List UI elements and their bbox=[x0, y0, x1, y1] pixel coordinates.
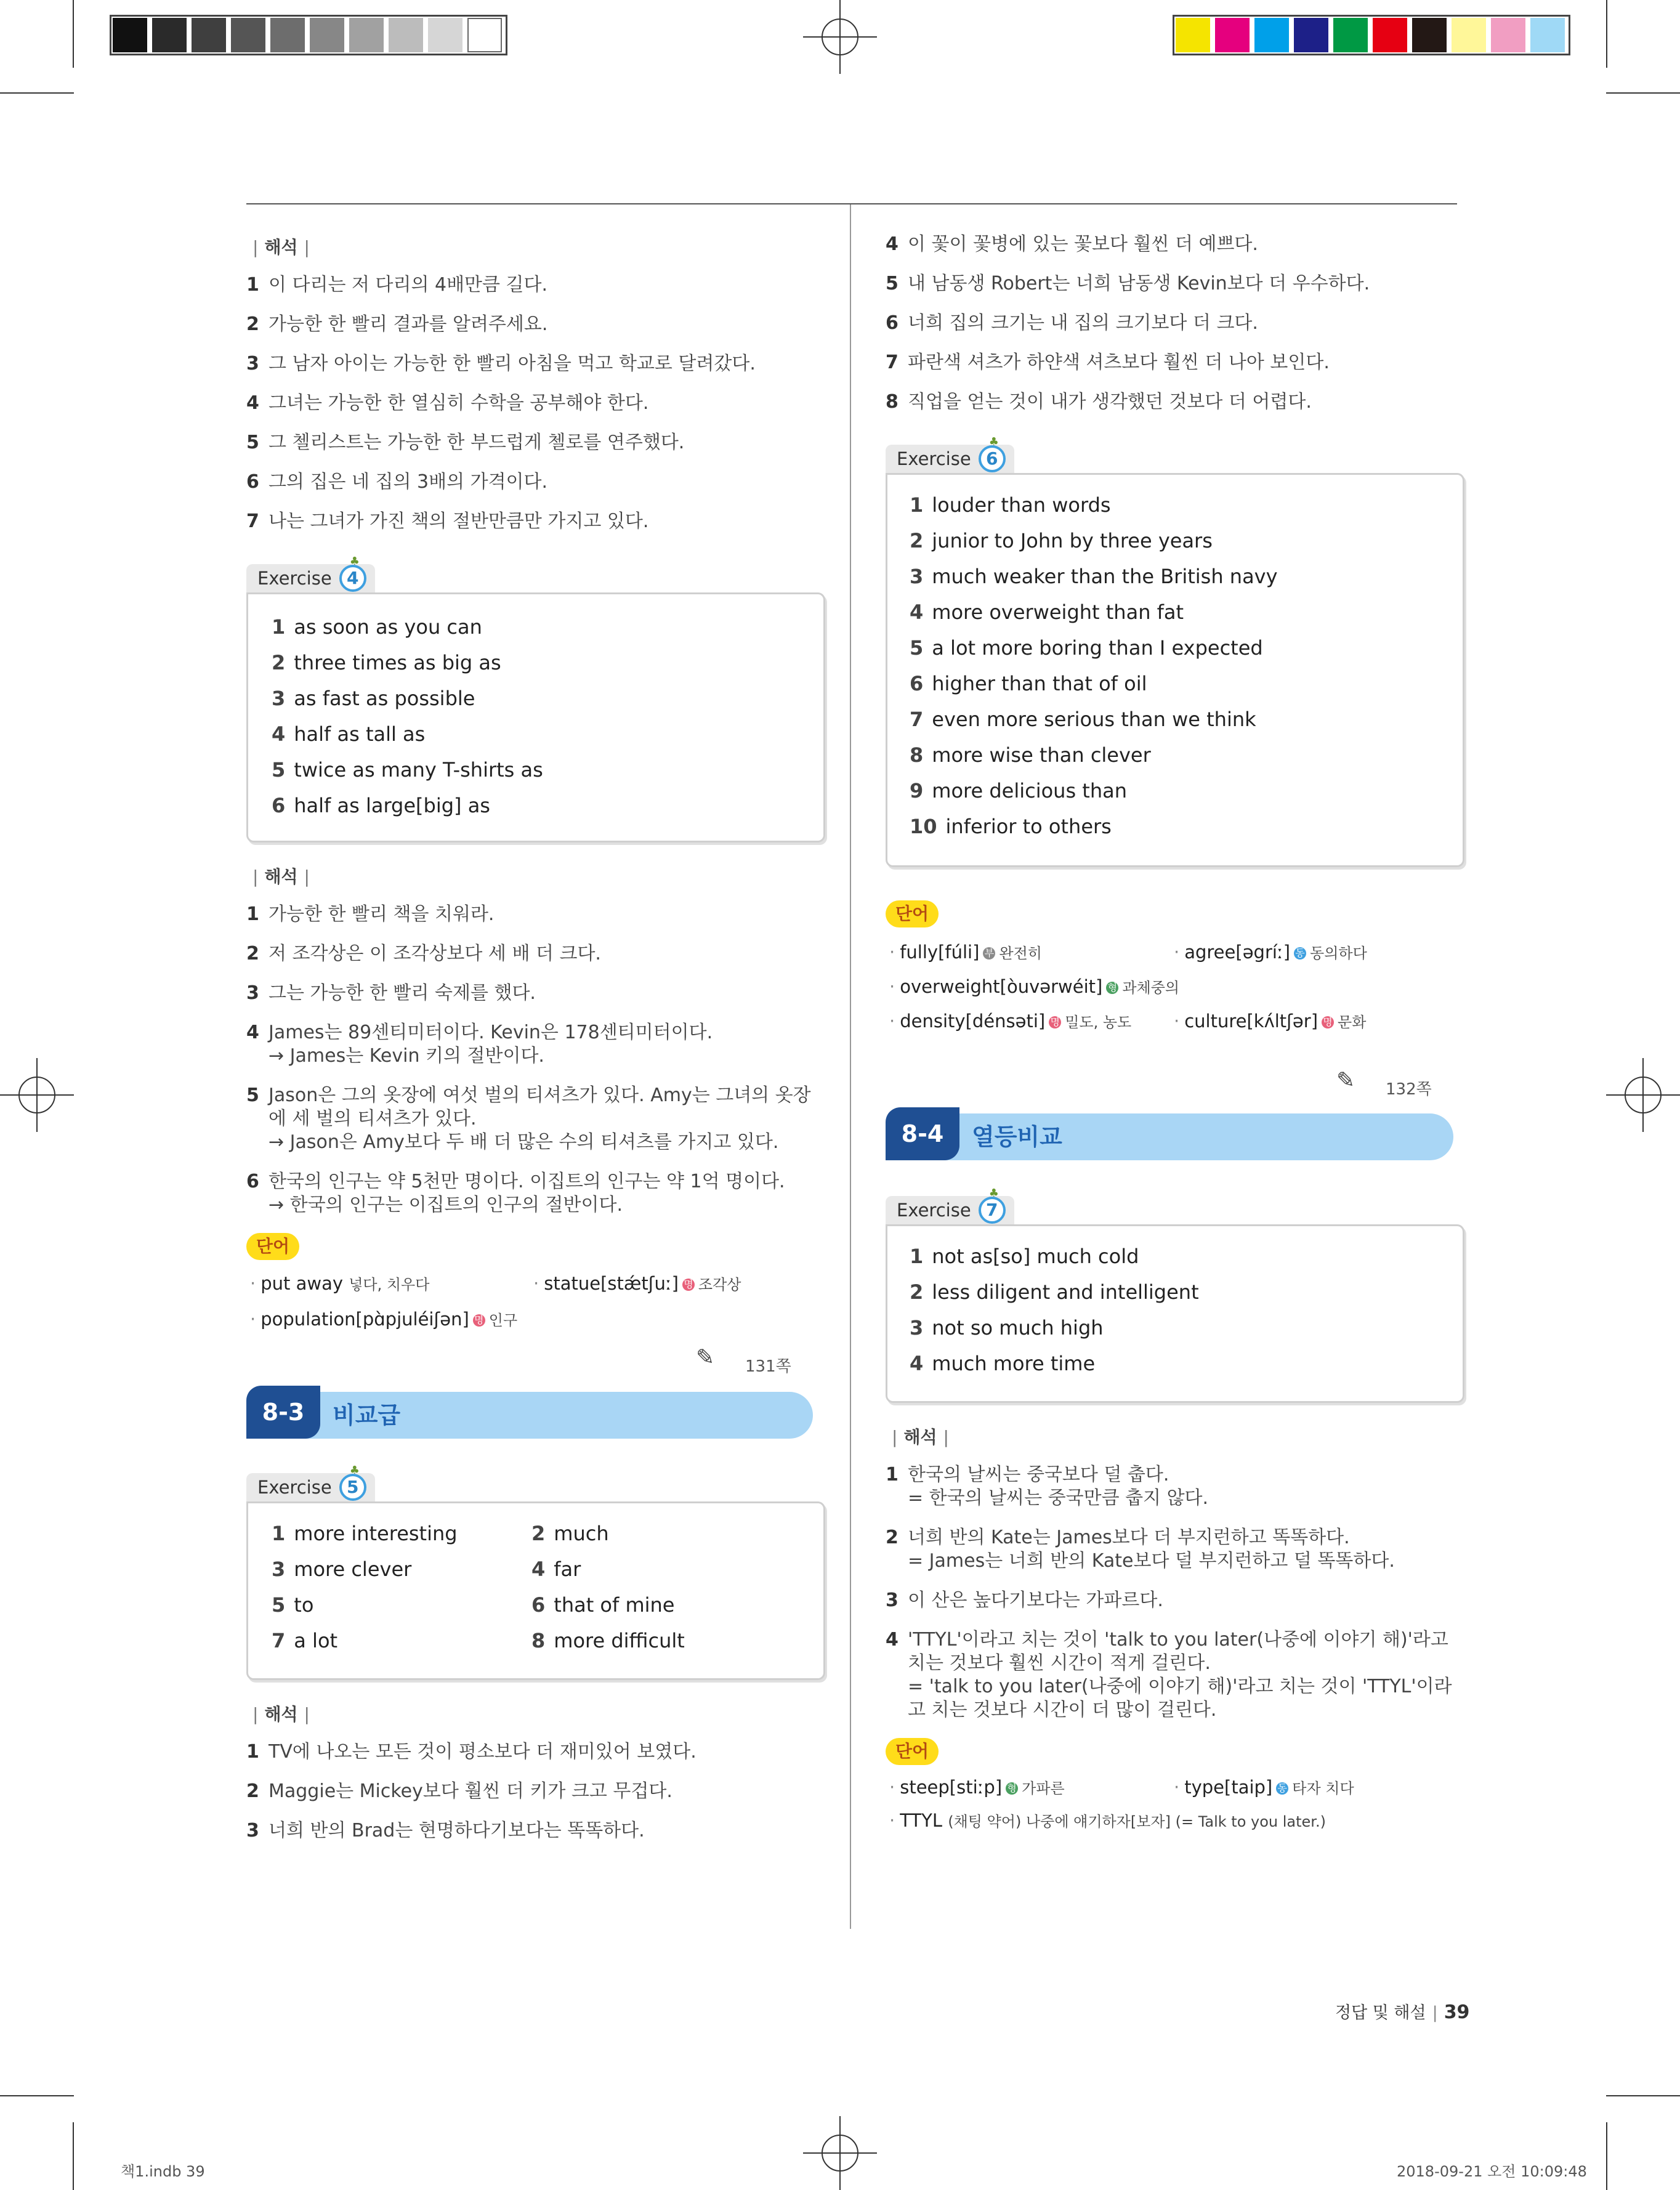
exercise-answer-frame bbox=[246, 1501, 825, 1680]
answer-item: 3 as fast as possible bbox=[272, 687, 475, 710]
registration-mark-top bbox=[803, 0, 877, 74]
exercise-number-badge: ♣ 7 bbox=[979, 1197, 1006, 1224]
list-item: 4 James는 89센티미터이다. Kevin은 178센티미터이다. → James는 Kevin 키의 절반이다. bbox=[246, 1022, 713, 1067]
exercise-answer-frame bbox=[246, 592, 825, 842]
print-timestamp: 2018-09-21 오전 10:09:48 bbox=[1397, 2163, 1587, 2180]
list-item: 1 가능한 한 빨리 책을 치워라. bbox=[246, 903, 495, 925]
translation-heading: | 해석 | bbox=[252, 237, 310, 257]
exercise-tab: Exercise ♣ 7 bbox=[886, 1196, 1014, 1224]
answer-item: 3 more clever bbox=[272, 1558, 412, 1581]
vocab-item: · put away 넣다, 치우다 bbox=[250, 1273, 430, 1294]
unit-number: 8-3 bbox=[246, 1386, 320, 1439]
list-item: 5 Jason은 그의 옷장에 여섯 벌의 티셔츠가 있다. Amy는 그녀의 옷장에 세 벌의 티셔츠가 있다. → Jason은 Amy보다 두 배 더 많은 수의 티셔츠를 가지고 있다. bbox=[246, 1085, 811, 1153]
exercise-6-box bbox=[886, 435, 1464, 870]
translation-list bbox=[246, 273, 825, 533]
vocab-label: 단어 bbox=[886, 1738, 939, 1765]
vocab-item: · culture[kʌ́ltʃər] 명 문화 bbox=[1174, 1011, 1367, 1032]
list-item: 1 TV에 나오는 모든 것이 평소보다 더 재미있어 보였다. bbox=[246, 1741, 697, 1763]
answer-item: 2 much bbox=[531, 1522, 609, 1545]
vocab-item: · population[pɑ̀pjuléiʃən] 명 인구 bbox=[250, 1309, 518, 1330]
list-item: 7 파란색 셔츠가 하얀색 셔츠보다 훨씬 더 나아 보인다. bbox=[886, 352, 1330, 373]
list-item: 6 그의 집은 네 집의 3배의 가격이다. bbox=[246, 471, 548, 493]
exercise-answer-frame bbox=[886, 1224, 1464, 1403]
answer-item: 1 as soon as you can bbox=[272, 615, 482, 639]
unit-title: 열등비교 bbox=[972, 1123, 1062, 1150]
vocab-item: · type[taip] 동 타자 치다 bbox=[1174, 1777, 1354, 1798]
list-item: 4 이 꽃이 꽃병에 있는 꽃보다 훨씬 더 예쁘다. bbox=[886, 233, 1258, 255]
answer-item: 1 not as[so] much cold bbox=[910, 1245, 1139, 1268]
translation-list bbox=[886, 233, 1464, 414]
list-item: 7 나는 그녀가 가진 책의 절반만큼만 가지고 있다. bbox=[246, 511, 649, 532]
answer-item: 2 junior to John by three years bbox=[910, 529, 1213, 552]
answer-item: 3 not so much high bbox=[910, 1316, 1104, 1339]
list-item: 4 그녀는 가능한 한 열심히 수학을 공부해야 한다. bbox=[246, 392, 649, 414]
vocab-label: 단어 bbox=[886, 900, 939, 927]
exercise-tab: Exercise ♣ 6 bbox=[886, 445, 1014, 473]
answer-item: 6 that of mine bbox=[531, 1593, 675, 1617]
vocab-item: · density[dénsəti] 명 밀도, 농도 bbox=[889, 1011, 1132, 1032]
exercise-tab: Exercise ♣ 4 bbox=[246, 564, 375, 592]
book-icon: ✎ bbox=[1336, 1068, 1355, 1093]
file-info: 책1.indb 39 bbox=[121, 2163, 205, 2180]
list-item: 1 한국의 날씨는 중국보다 덜 춥다. = 한국의 날씨는 중국만큼 춥지 않다. bbox=[886, 1464, 1209, 1509]
sprout-icon: ♣ bbox=[349, 555, 360, 568]
answer-item: 5 twice as many T-shirts as bbox=[272, 758, 543, 782]
list-item: 5 내 남동생 Robert는 너희 남동생 Kevin보다 더 우수하다. bbox=[886, 273, 1370, 294]
sprout-icon: ♣ bbox=[988, 435, 999, 448]
exercise-5-box bbox=[246, 1464, 825, 1683]
exercise-7-box bbox=[886, 1187, 1464, 1405]
left-column bbox=[246, 234, 825, 1859]
answer-item: 10 inferior to others bbox=[910, 815, 1112, 838]
sprout-icon: ♣ bbox=[988, 1187, 999, 1200]
grayscale-strip bbox=[110, 15, 507, 55]
right-column bbox=[886, 234, 1464, 1830]
vocab-section bbox=[886, 1738, 1464, 1830]
translation-list bbox=[246, 903, 825, 1217]
list-item: 4 'TTYL'이라고 치는 것이 'talk to you later(나중에 이야기 해)'라고 치는 것보다 훨씬 시간이 적게 걸린다. = 'talk to you later(나중에 이야기 해)'라고 치는 것이 'TTYL'이라고 치는 것보다 시간이 더 많이 걸린다. bbox=[886, 1629, 1452, 1721]
page-reference: ✎ 132쪽 bbox=[1336, 1068, 1432, 1099]
list-item: 6 너희 집의 크기는 내 집의 크기보다 더 크다. bbox=[886, 312, 1258, 334]
unit-8-3-header bbox=[246, 1338, 825, 1449]
registration-mark-bottom bbox=[803, 2116, 877, 2190]
answer-item: 5 a lot more boring than I expected bbox=[910, 636, 1263, 660]
list-item: 1 이 다리는 저 다리의 4배만큼 길다. bbox=[246, 274, 548, 296]
list-item: 6 한국의 인구는 약 5천만 명이다. 이집트의 인구는 약 1억 명이다. → 한국의 인구는 이집트의 인구의 절반이다. bbox=[246, 1171, 785, 1216]
page-number: 39 bbox=[1444, 2002, 1470, 2023]
crop-mark bbox=[1606, 0, 1607, 68]
unit-8-4-header bbox=[886, 1061, 1464, 1171]
list-item: 3 너희 반의 Brad는 현명하다기보다는 똑똑하다. bbox=[246, 1820, 645, 1841]
translation-heading: | 해석 | bbox=[252, 1704, 310, 1724]
exercise-number-badge: ♣ 6 bbox=[979, 445, 1006, 472]
answer-item: 6 higher than that of oil bbox=[910, 672, 1147, 695]
header-rule bbox=[246, 203, 1457, 204]
registration-mark-right bbox=[1606, 1058, 1680, 1132]
answer-item: 7 even more serious than we think bbox=[910, 708, 1256, 731]
vocab-item: · statue[stǽtʃuː] 명 조각상 bbox=[533, 1273, 741, 1294]
column-divider bbox=[850, 204, 851, 1929]
answer-item: 3 much weaker than the British navy bbox=[910, 565, 1278, 588]
list-item: 2 가능한 한 빨리 결과를 알려주세요. bbox=[246, 313, 548, 335]
answer-item: 8 more wise than clever bbox=[910, 743, 1151, 767]
crop-mark bbox=[1606, 92, 1680, 94]
exercise-number-badge: ♣ 5 bbox=[339, 1474, 366, 1501]
color-strip bbox=[1173, 15, 1570, 55]
translation-heading: | 해석 | bbox=[892, 1427, 949, 1447]
registration-mark-left bbox=[0, 1058, 74, 1132]
list-item: 3 이 산은 높다기보다는 가파르다. bbox=[886, 1590, 1163, 1611]
crop-mark bbox=[0, 92, 74, 94]
crop-mark bbox=[1606, 2095, 1680, 2096]
answer-item: 7 a lot bbox=[272, 1629, 338, 1652]
unit-bar bbox=[886, 1107, 1453, 1160]
answer-item: 4 half as tall as bbox=[272, 722, 426, 746]
crop-mark bbox=[0, 2095, 74, 2096]
list-item: 2 너희 반의 Kate는 James보다 더 부지런하고 똑똑하다. = James는 너희 반의 Kate보다 덜 부지런하고 덜 똑똑하다. bbox=[886, 1527, 1395, 1572]
answer-item: 9 more delicious than bbox=[910, 779, 1128, 802]
vocab-section bbox=[886, 900, 1464, 1042]
exercise-number-badge: ♣ 4 bbox=[339, 565, 366, 592]
vocab-item: · fully[fúli] 부 완전히 bbox=[889, 942, 1042, 963]
list-item: 2 Maggie는 Mickey보다 훨씬 더 키가 크고 무겁다. bbox=[246, 1780, 672, 1802]
answer-item: 2 less diligent and intelligent bbox=[910, 1280, 1199, 1304]
translation-heading: | 해석 | bbox=[252, 867, 310, 887]
answer-item: 2 three times as big as bbox=[272, 651, 501, 674]
unit-title: 비교급 bbox=[333, 1402, 401, 1429]
answer-item: 8 more difficult bbox=[531, 1629, 685, 1652]
translation-list bbox=[246, 1740, 825, 1843]
list-item: 2 저 조각상은 이 조각상보다 세 배 더 크다. bbox=[246, 943, 601, 964]
crop-mark bbox=[73, 2122, 74, 2190]
vocab-item: · agree[əgríː] 동 동의하다 bbox=[1174, 942, 1367, 963]
page-footer: 정답 및 해설 | 39 bbox=[1335, 2002, 1470, 2023]
answer-item: 1 louder than words bbox=[910, 493, 1111, 517]
list-item: 8 직업을 얻는 것이 내가 생각했던 것보다 더 어렵다. bbox=[886, 391, 1312, 413]
vocab-label: 단어 bbox=[246, 1233, 299, 1260]
answer-item: 6 half as large[big] as bbox=[272, 794, 490, 817]
translation-list bbox=[886, 1463, 1464, 1722]
book-icon: ✎ bbox=[696, 1345, 715, 1370]
list-item: 5 그 첼리스트는 가능한 한 부드럽게 첼로를 연주했다. bbox=[246, 432, 685, 453]
sprout-icon: ♣ bbox=[349, 1464, 360, 1477]
answer-item: 4 more overweight than fat bbox=[910, 600, 1184, 624]
vocab-item: · overweight[òuvərwéit] 형 과체중의 bbox=[889, 976, 1180, 997]
answer-item: 1 more interesting bbox=[272, 1522, 458, 1545]
answer-item: 4 far bbox=[531, 1558, 581, 1581]
crop-mark bbox=[1606, 2122, 1607, 2190]
list-item: 3 그 남자 아이는 가능한 한 빨리 아침을 먹고 학교로 달려갔다. bbox=[246, 353, 756, 374]
unit-bar bbox=[246, 1386, 813, 1439]
unit-number: 8-4 bbox=[886, 1107, 959, 1160]
answer-item: 4 much more time bbox=[910, 1352, 1096, 1375]
exercise-answer-frame bbox=[886, 473, 1464, 867]
answer-item: 5 to bbox=[272, 1593, 314, 1617]
list-item: 3 그는 가능한 한 빨리 숙제를 했다. bbox=[246, 982, 536, 1004]
vocab-item: · steep[stiːp] 형 가파른 bbox=[889, 1777, 1065, 1798]
exercise-4-box bbox=[246, 555, 825, 845]
exercise-tab: Exercise ♣ 5 bbox=[246, 1473, 375, 1501]
page-reference: ✎ 131쪽 bbox=[696, 1345, 791, 1376]
vocab-section bbox=[246, 1233, 825, 1338]
crop-mark bbox=[73, 0, 74, 68]
vocab-item: · TTYL (채팅 약어) 나중에 얘기하자[보자] (= Talk to you later.) bbox=[889, 1810, 1326, 1831]
